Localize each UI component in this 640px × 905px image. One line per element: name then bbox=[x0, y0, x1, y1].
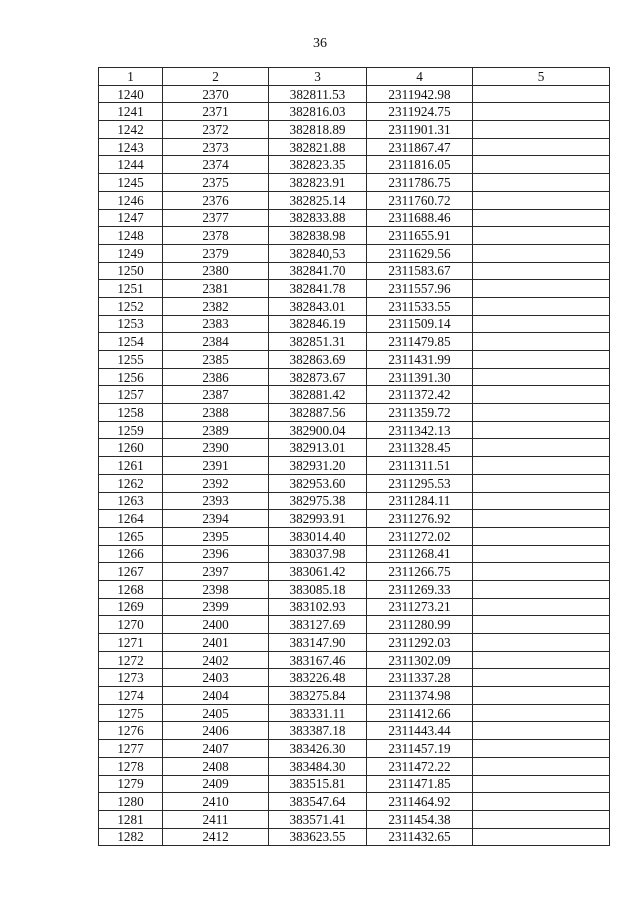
x-coordinate-cell: 383147.90 bbox=[269, 634, 367, 652]
x-coordinate-cell: 383515.81 bbox=[269, 775, 367, 793]
note-cell bbox=[473, 527, 610, 545]
table-row bbox=[99, 333, 610, 351]
row-number-cell: 1244 bbox=[99, 156, 163, 174]
point-number-cell: 2406 bbox=[163, 722, 269, 740]
row-number-cell: 1280 bbox=[99, 793, 163, 811]
note-cell bbox=[473, 297, 610, 315]
note-cell bbox=[473, 103, 610, 121]
table-row bbox=[99, 315, 610, 333]
note-cell bbox=[473, 651, 610, 669]
note-cell bbox=[473, 793, 610, 811]
x-coordinate-cell: 383037.98 bbox=[269, 545, 367, 563]
row-number-cell: 1259 bbox=[99, 421, 163, 439]
y-coordinate-cell: 2311284.11 bbox=[367, 492, 473, 510]
row-number-cell: 1281 bbox=[99, 810, 163, 828]
y-coordinate-cell: 2311328.45 bbox=[367, 439, 473, 457]
point-number-cell: 2377 bbox=[163, 209, 269, 227]
x-coordinate-cell: 383484.30 bbox=[269, 757, 367, 775]
note-cell bbox=[473, 457, 610, 475]
row-number-cell: 1254 bbox=[99, 333, 163, 351]
x-coordinate-cell: 382900.04 bbox=[269, 421, 367, 439]
y-coordinate-cell: 2311359.72 bbox=[367, 404, 473, 422]
note-cell bbox=[473, 191, 610, 209]
row-number-cell: 1262 bbox=[99, 474, 163, 492]
row-number-cell: 1271 bbox=[99, 634, 163, 652]
y-coordinate-cell: 2311374.98 bbox=[367, 687, 473, 705]
note-cell bbox=[473, 775, 610, 793]
note-cell bbox=[473, 85, 610, 103]
point-number-cell: 2398 bbox=[163, 580, 269, 598]
x-coordinate-cell: 382840,53 bbox=[269, 244, 367, 262]
x-coordinate-cell: 382818.89 bbox=[269, 121, 367, 139]
point-number-cell: 2404 bbox=[163, 687, 269, 705]
x-coordinate-cell: 382811.53 bbox=[269, 85, 367, 103]
y-coordinate-cell: 2311867.47 bbox=[367, 138, 473, 156]
note-cell bbox=[473, 404, 610, 422]
x-coordinate-cell: 383127.69 bbox=[269, 616, 367, 634]
x-coordinate-cell: 383061.42 bbox=[269, 563, 367, 581]
note-cell bbox=[473, 810, 610, 828]
point-number-cell: 2405 bbox=[163, 704, 269, 722]
y-coordinate-cell: 2311342.13 bbox=[367, 421, 473, 439]
note-cell bbox=[473, 351, 610, 369]
table-row bbox=[99, 297, 610, 315]
note-cell bbox=[473, 368, 610, 386]
y-coordinate-cell: 2311901.31 bbox=[367, 121, 473, 139]
point-number-cell: 2389 bbox=[163, 421, 269, 439]
y-coordinate-cell: 2311454.38 bbox=[367, 810, 473, 828]
note-cell bbox=[473, 386, 610, 404]
y-coordinate-cell: 2311472.22 bbox=[367, 757, 473, 775]
column-header: 2 bbox=[163, 68, 269, 86]
table-row bbox=[99, 616, 610, 634]
table-row bbox=[99, 174, 610, 192]
x-coordinate-cell: 382887.56 bbox=[269, 404, 367, 422]
note-cell bbox=[473, 209, 610, 227]
y-coordinate-cell: 2311311.51 bbox=[367, 457, 473, 475]
table-row bbox=[99, 121, 610, 139]
x-coordinate-cell: 383571.41 bbox=[269, 810, 367, 828]
note-cell bbox=[473, 616, 610, 634]
x-coordinate-cell: 383226.48 bbox=[269, 669, 367, 687]
point-number-cell: 2391 bbox=[163, 457, 269, 475]
y-coordinate-cell: 2311509.14 bbox=[367, 315, 473, 333]
table-row bbox=[99, 156, 610, 174]
y-coordinate-cell: 2311655.91 bbox=[367, 227, 473, 245]
table-body bbox=[99, 85, 610, 846]
table-row bbox=[99, 421, 610, 439]
x-coordinate-cell: 382841.78 bbox=[269, 280, 367, 298]
table-header-row bbox=[99, 68, 610, 86]
point-number-cell: 2403 bbox=[163, 669, 269, 687]
x-coordinate-cell: 382881.42 bbox=[269, 386, 367, 404]
y-coordinate-cell: 2311533.55 bbox=[367, 297, 473, 315]
table-row bbox=[99, 492, 610, 510]
table-row bbox=[99, 669, 610, 687]
note-cell bbox=[473, 740, 610, 758]
table-row bbox=[99, 563, 610, 581]
point-number-cell: 2394 bbox=[163, 510, 269, 528]
note-cell bbox=[473, 722, 610, 740]
x-coordinate-cell: 382821.88 bbox=[269, 138, 367, 156]
note-cell bbox=[473, 757, 610, 775]
y-coordinate-cell: 2311372.42 bbox=[367, 386, 473, 404]
row-number-cell: 1240 bbox=[99, 85, 163, 103]
table-row bbox=[99, 227, 610, 245]
note-cell bbox=[473, 280, 610, 298]
table-row bbox=[99, 510, 610, 528]
row-number-cell: 1255 bbox=[99, 351, 163, 369]
note-cell bbox=[473, 687, 610, 705]
x-coordinate-cell: 383547.64 bbox=[269, 793, 367, 811]
point-number-cell: 2395 bbox=[163, 527, 269, 545]
note-cell bbox=[473, 439, 610, 457]
y-coordinate-cell: 2311431.99 bbox=[367, 351, 473, 369]
note-cell bbox=[473, 545, 610, 563]
point-number-cell: 2372 bbox=[163, 121, 269, 139]
note-cell bbox=[473, 121, 610, 139]
y-coordinate-cell: 2311302.09 bbox=[367, 651, 473, 669]
x-coordinate-cell: 383102.93 bbox=[269, 598, 367, 616]
table-row bbox=[99, 351, 610, 369]
table-row bbox=[99, 262, 610, 280]
row-number-cell: 1263 bbox=[99, 492, 163, 510]
coordinates-table bbox=[98, 67, 610, 846]
page-number: 36 bbox=[313, 36, 327, 51]
x-coordinate-cell: 382838.98 bbox=[269, 227, 367, 245]
note-cell bbox=[473, 227, 610, 245]
x-coordinate-cell: 382833.88 bbox=[269, 209, 367, 227]
x-coordinate-cell: 383387.18 bbox=[269, 722, 367, 740]
note-cell bbox=[473, 174, 610, 192]
column-header: 4 bbox=[367, 68, 473, 86]
table-row bbox=[99, 722, 610, 740]
y-coordinate-cell: 2311443.44 bbox=[367, 722, 473, 740]
row-number-cell: 1268 bbox=[99, 580, 163, 598]
row-number-cell: 1241 bbox=[99, 103, 163, 121]
point-number-cell: 2410 bbox=[163, 793, 269, 811]
x-coordinate-cell: 383085.18 bbox=[269, 580, 367, 598]
table-row bbox=[99, 209, 610, 227]
y-coordinate-cell: 2311924.75 bbox=[367, 103, 473, 121]
row-number-cell: 1273 bbox=[99, 669, 163, 687]
point-number-cell: 2374 bbox=[163, 156, 269, 174]
x-coordinate-cell: 382843.01 bbox=[269, 297, 367, 315]
point-number-cell: 2380 bbox=[163, 262, 269, 280]
y-coordinate-cell: 2311583.67 bbox=[367, 262, 473, 280]
note-cell bbox=[473, 634, 610, 652]
y-coordinate-cell: 2311557.96 bbox=[367, 280, 473, 298]
note-cell bbox=[473, 510, 610, 528]
point-number-cell: 2409 bbox=[163, 775, 269, 793]
table-row bbox=[99, 244, 610, 262]
x-coordinate-cell: 382863.69 bbox=[269, 351, 367, 369]
y-coordinate-cell: 2311471.85 bbox=[367, 775, 473, 793]
y-coordinate-cell: 2311432.65 bbox=[367, 828, 473, 846]
x-coordinate-cell: 383167.46 bbox=[269, 651, 367, 669]
note-cell bbox=[473, 262, 610, 280]
row-number-cell: 1274 bbox=[99, 687, 163, 705]
point-number-cell: 2400 bbox=[163, 616, 269, 634]
point-number-cell: 2411 bbox=[163, 810, 269, 828]
point-number-cell: 2388 bbox=[163, 404, 269, 422]
note-cell bbox=[473, 492, 610, 510]
note-cell bbox=[473, 828, 610, 846]
x-coordinate-cell: 383014.40 bbox=[269, 527, 367, 545]
x-coordinate-cell: 382913.01 bbox=[269, 439, 367, 457]
point-number-cell: 2381 bbox=[163, 280, 269, 298]
y-coordinate-cell: 2311391.30 bbox=[367, 368, 473, 386]
x-coordinate-cell: 383331.11 bbox=[269, 704, 367, 722]
table-row bbox=[99, 191, 610, 209]
y-coordinate-cell: 2311276.92 bbox=[367, 510, 473, 528]
x-coordinate-cell: 383426.30 bbox=[269, 740, 367, 758]
table-row bbox=[99, 634, 610, 652]
table-row bbox=[99, 810, 610, 828]
row-number-cell: 1256 bbox=[99, 368, 163, 386]
point-number-cell: 2385 bbox=[163, 351, 269, 369]
table-row bbox=[99, 545, 610, 563]
point-number-cell: 2390 bbox=[163, 439, 269, 457]
point-number-cell: 2408 bbox=[163, 757, 269, 775]
row-number-cell: 1243 bbox=[99, 138, 163, 156]
note-cell bbox=[473, 138, 610, 156]
table-row bbox=[99, 580, 610, 598]
y-coordinate-cell: 2311479.85 bbox=[367, 333, 473, 351]
point-number-cell: 2370 bbox=[163, 85, 269, 103]
note-cell bbox=[473, 333, 610, 351]
x-coordinate-cell: 382931.20 bbox=[269, 457, 367, 475]
column-header: 5 bbox=[473, 68, 610, 86]
row-number-cell: 1276 bbox=[99, 722, 163, 740]
y-coordinate-cell: 2311816.05 bbox=[367, 156, 473, 174]
row-number-cell: 1251 bbox=[99, 280, 163, 298]
row-number-cell: 1267 bbox=[99, 563, 163, 581]
y-coordinate-cell: 2311760.72 bbox=[367, 191, 473, 209]
table-row bbox=[99, 280, 610, 298]
y-coordinate-cell: 2311942.98 bbox=[367, 85, 473, 103]
column-header: 3 bbox=[269, 68, 367, 86]
x-coordinate-cell: 382975.38 bbox=[269, 492, 367, 510]
y-coordinate-cell: 2311272.02 bbox=[367, 527, 473, 545]
row-number-cell: 1253 bbox=[99, 315, 163, 333]
row-number-cell: 1266 bbox=[99, 545, 163, 563]
row-number-cell: 1248 bbox=[99, 227, 163, 245]
table-row bbox=[99, 404, 610, 422]
table-row bbox=[99, 457, 610, 475]
row-number-cell: 1279 bbox=[99, 775, 163, 793]
point-number-cell: 2375 bbox=[163, 174, 269, 192]
row-number-cell: 1278 bbox=[99, 757, 163, 775]
note-cell bbox=[473, 669, 610, 687]
x-coordinate-cell: 383623.55 bbox=[269, 828, 367, 846]
y-coordinate-cell: 2311457.19 bbox=[367, 740, 473, 758]
point-number-cell: 2382 bbox=[163, 297, 269, 315]
point-number-cell: 2379 bbox=[163, 244, 269, 262]
table-row bbox=[99, 757, 610, 775]
y-coordinate-cell: 2311786.75 bbox=[367, 174, 473, 192]
point-number-cell: 2387 bbox=[163, 386, 269, 404]
y-coordinate-cell: 2311337.28 bbox=[367, 669, 473, 687]
point-number-cell: 2373 bbox=[163, 138, 269, 156]
row-number-cell: 1265 bbox=[99, 527, 163, 545]
row-number-cell: 1250 bbox=[99, 262, 163, 280]
y-coordinate-cell: 2311292.03 bbox=[367, 634, 473, 652]
note-cell bbox=[473, 156, 610, 174]
table-row bbox=[99, 651, 610, 669]
row-number-cell: 1261 bbox=[99, 457, 163, 475]
table-row bbox=[99, 704, 610, 722]
table-row bbox=[99, 828, 610, 846]
point-number-cell: 2384 bbox=[163, 333, 269, 351]
row-number-cell: 1246 bbox=[99, 191, 163, 209]
point-number-cell: 2371 bbox=[163, 103, 269, 121]
table-row bbox=[99, 368, 610, 386]
table-row bbox=[99, 474, 610, 492]
row-number-cell: 1260 bbox=[99, 439, 163, 457]
point-number-cell: 2397 bbox=[163, 563, 269, 581]
x-coordinate-cell: 382846.19 bbox=[269, 315, 367, 333]
table-row bbox=[99, 687, 610, 705]
note-cell bbox=[473, 704, 610, 722]
table-row bbox=[99, 138, 610, 156]
x-coordinate-cell: 382851.31 bbox=[269, 333, 367, 351]
y-coordinate-cell: 2311688.46 bbox=[367, 209, 473, 227]
point-number-cell: 2383 bbox=[163, 315, 269, 333]
point-number-cell: 2396 bbox=[163, 545, 269, 563]
table-row bbox=[99, 775, 610, 793]
x-coordinate-cell: 382823.91 bbox=[269, 174, 367, 192]
table-row bbox=[99, 386, 610, 404]
row-number-cell: 1264 bbox=[99, 510, 163, 528]
table-row bbox=[99, 598, 610, 616]
point-number-cell: 2392 bbox=[163, 474, 269, 492]
x-coordinate-cell: 382953.60 bbox=[269, 474, 367, 492]
point-number-cell: 2378 bbox=[163, 227, 269, 245]
row-number-cell: 1249 bbox=[99, 244, 163, 262]
row-number-cell: 1282 bbox=[99, 828, 163, 846]
note-cell bbox=[473, 421, 610, 439]
table-row bbox=[99, 103, 610, 121]
row-number-cell: 1272 bbox=[99, 651, 163, 669]
x-coordinate-cell: 382823.35 bbox=[269, 156, 367, 174]
y-coordinate-cell: 2311266.75 bbox=[367, 563, 473, 581]
note-cell bbox=[473, 315, 610, 333]
note-cell bbox=[473, 244, 610, 262]
row-number-cell: 1245 bbox=[99, 174, 163, 192]
row-number-cell: 1242 bbox=[99, 121, 163, 139]
note-cell bbox=[473, 580, 610, 598]
table-row bbox=[99, 527, 610, 545]
note-cell bbox=[473, 598, 610, 616]
x-coordinate-cell: 382825.14 bbox=[269, 191, 367, 209]
y-coordinate-cell: 2311273.21 bbox=[367, 598, 473, 616]
column-header: 1 bbox=[99, 68, 163, 86]
row-number-cell: 1277 bbox=[99, 740, 163, 758]
point-number-cell: 2376 bbox=[163, 191, 269, 209]
x-coordinate-cell: 382841.70 bbox=[269, 262, 367, 280]
point-number-cell: 2386 bbox=[163, 368, 269, 386]
point-number-cell: 2401 bbox=[163, 634, 269, 652]
row-number-cell: 1270 bbox=[99, 616, 163, 634]
row-number-cell: 1258 bbox=[99, 404, 163, 422]
y-coordinate-cell: 2311464.92 bbox=[367, 793, 473, 811]
y-coordinate-cell: 2311280.99 bbox=[367, 616, 473, 634]
row-number-cell: 1269 bbox=[99, 598, 163, 616]
x-coordinate-cell: 382873.67 bbox=[269, 368, 367, 386]
x-coordinate-cell: 382816.03 bbox=[269, 103, 367, 121]
note-cell bbox=[473, 474, 610, 492]
row-number-cell: 1252 bbox=[99, 297, 163, 315]
y-coordinate-cell: 2311295.53 bbox=[367, 474, 473, 492]
table-row bbox=[99, 793, 610, 811]
point-number-cell: 2412 bbox=[163, 828, 269, 846]
point-number-cell: 2407 bbox=[163, 740, 269, 758]
x-coordinate-cell: 382993.91 bbox=[269, 510, 367, 528]
point-number-cell: 2399 bbox=[163, 598, 269, 616]
point-number-cell: 2402 bbox=[163, 651, 269, 669]
y-coordinate-cell: 2311269.33 bbox=[367, 580, 473, 598]
row-number-cell: 1275 bbox=[99, 704, 163, 722]
y-coordinate-cell: 2311412.66 bbox=[367, 704, 473, 722]
x-coordinate-cell: 383275.84 bbox=[269, 687, 367, 705]
y-coordinate-cell: 2311629.56 bbox=[367, 244, 473, 262]
table-row bbox=[99, 740, 610, 758]
point-number-cell: 2393 bbox=[163, 492, 269, 510]
row-number-cell: 1257 bbox=[99, 386, 163, 404]
note-cell bbox=[473, 563, 610, 581]
row-number-cell: 1247 bbox=[99, 209, 163, 227]
table-row bbox=[99, 439, 610, 457]
table-row bbox=[99, 85, 610, 103]
y-coordinate-cell: 2311268.41 bbox=[367, 545, 473, 563]
